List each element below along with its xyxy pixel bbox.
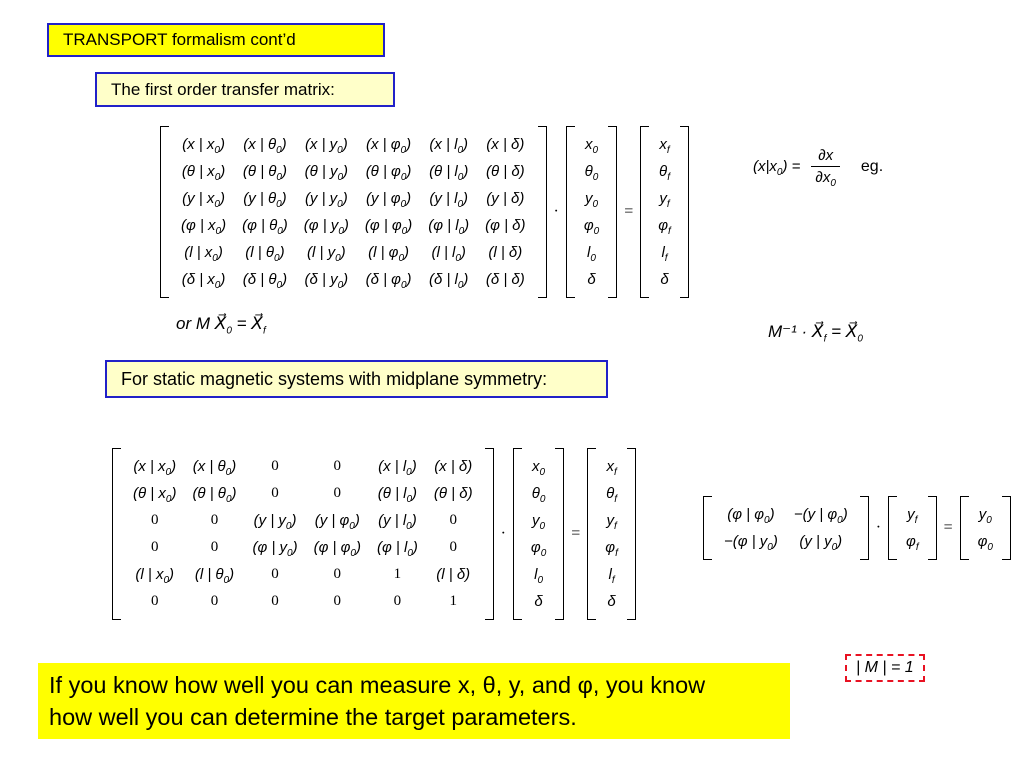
matrix-cell: 0 [333,458,342,474]
conclusion-line-2: how well you can determine the target parameters. [49,704,577,730]
matrix-cell: (y | $l_0$) [378,512,417,532]
equals-sign: = [624,203,634,220]
matrix-cell: (x | $l_0$) [378,458,417,478]
example-derivative-equation [753,147,884,189]
dot-operator: · [553,203,559,220]
matrix-cell: (l | δ) [488,244,523,261]
matrix-cell: (φ | $\varphi_0$) [727,506,775,526]
initial-subvector [960,496,1011,560]
matrix-cell: (y | $\varphi_0$) [314,512,360,532]
matrix-cell: 0 [150,539,159,555]
matrix-cell: $\varphi_0$ [583,217,600,237]
dot-operator: · [875,519,882,536]
matrix-cell: (x | δ) [486,136,525,153]
matrix-cell: (φ | $x_0$) [181,217,227,237]
matrix-cell: δ [660,271,669,288]
matrix-cell: (x | $y_0$) [304,136,348,156]
matrix-cell: (y | $l_0$) [429,190,468,210]
conclusion-line-1: If you know how well you can measure x, θ, y, and φ, you know [49,672,706,698]
matrix-cell: $\theta_f$ [659,163,670,183]
matrix-cell: 0 [333,485,342,501]
matrix-cell: δ [607,593,616,610]
matrix-cell: (l | δ) [436,566,471,583]
matrix-cell: 1 [393,566,402,582]
matrix-cell: (θ | $\varphi_0$) [365,163,412,183]
matrix-cell: $\varphi_f$ [906,533,919,553]
matrix-cell: (φ | $\theta_0$) [242,217,288,237]
matrix-cell: (δ | δ) [485,271,525,288]
matrix-cell: $x_f$ [659,136,670,156]
matrix-cell: $y_0$ [584,190,599,210]
matrix-shorthand-equation: or M $X⃗_0$ = $X⃗_f$ [176,314,266,337]
determinant-box [845,654,925,682]
matrix-cell: 0 [449,512,457,528]
final-subvector [888,496,937,560]
midplane-matrix [112,448,494,620]
matrix-cell: (δ | $l_0$) [428,271,469,291]
matrix-cell: (φ | δ) [485,217,526,234]
matrix-cell: (φ | $\varphi_0$) [364,217,413,237]
matrix-cell: (y | δ) [486,190,525,207]
final-vector [640,126,689,298]
matrix-cell: 0 [150,593,159,609]
midplane-symmetry-label: For static magnetic systems with midplane symmetry: [121,368,548,389]
matrix-cell: (x | $l_0$) [429,136,468,156]
matrix-cell: (θ | $y_0$) [304,163,349,183]
matrix-cell: 1 [449,593,457,609]
matrix-cell: 0 [393,593,402,609]
derivative-lhs: $(x|x_0)$ = [753,158,801,178]
derivative-fraction [811,147,839,189]
matrix-cell: −(φ | $y_0$) [724,533,778,553]
matrix-cell: (x | $x_0$) [133,458,177,478]
matrix-cell: (l | $\theta_0$) [245,244,285,264]
y-phi-submatrix-equation [703,496,1011,560]
matrix-cell: (θ | δ) [485,163,525,180]
fraction-denominator: $\partial x_0$ [811,166,839,186]
equals-sign: = [943,519,953,536]
matrix-cell: (θ | $l_0$) [377,485,418,505]
matrix-cell: $l_f$ [661,244,668,264]
matrix-cell: 0 [449,539,457,555]
matrix-cell: 0 [333,566,342,582]
matrix-cell: (x | δ) [434,458,473,475]
matrix-cell: (φ | $l_0$) [376,539,418,559]
matrix-cell: $y_0$ [978,506,992,526]
matrix-cell: $x_f$ [606,458,617,478]
matrix-cell: (l | $y_0$) [307,244,346,264]
matrix-cell: 0 [150,512,159,528]
y-phi-submatrix [703,496,869,560]
matrix-cell: (y | $y_0$) [304,190,348,210]
conclusion-highlight [38,663,790,739]
matrix-cell: (x | $\varphi_0$) [366,136,412,156]
fraction-numerator: ∂x [818,147,834,164]
matrix-cell: (l | $\theta_0$) [194,566,235,586]
matrix-cell: (l | $x_0$) [184,244,223,264]
matrix-cell: −(y | $\varphi_0$) [793,506,848,526]
matrix-cell: (θ | $\theta_0$) [242,163,287,183]
initial-vector [566,126,617,298]
matrix-cell: $\varphi_0$ [977,533,993,553]
transfer-matrix-label-box [95,72,395,107]
matrix-cell: (δ | $\varphi_0$) [365,271,412,291]
matrix-cell: $y_f$ [659,190,670,210]
matrix-cell: $l_f$ [608,566,615,586]
matrix-cell: (δ | $\theta_0$) [242,271,288,291]
matrix-cell: $x_0$ [532,458,546,478]
transfer-matrix [160,126,547,298]
first-order-matrix-equation [160,126,689,298]
matrix-cell: (y | $\varphi_0$) [366,190,412,210]
matrix-cell: (l | $x_0$) [135,566,175,586]
equals-sign: = [571,525,581,542]
matrix-cell: $y_0$ [532,512,546,532]
matrix-cell: (θ | $\theta_0$) [192,485,237,505]
matrix-cell: 0 [271,566,279,582]
matrix-cell: (φ | $\varphi_0$) [313,539,361,559]
matrix-cell: (x | $\theta_0$) [243,136,287,156]
matrix-cell: (φ | $y_0$) [303,217,349,237]
matrix-cell: $x_0$ [584,136,599,156]
final-vector [587,448,636,620]
slide-title-box [47,23,385,57]
matrix-cell: (θ | δ) [433,485,473,502]
transfer-matrix-label: The first order transfer matrix: [111,79,335,99]
matrix-cell: (δ | $y_0$) [304,271,349,291]
matrix-cell: (l | $\varphi_0$) [368,244,410,264]
dot-operator: · [500,525,506,542]
matrix-cell: 0 [333,593,342,609]
matrix-cell: (l | $l_0$) [431,244,466,264]
matrix-cell: (y | $\theta_0$) [243,190,287,210]
matrix-cell: $l_0$ [587,244,596,264]
matrix-cell: (φ | $y_0$) [252,539,298,559]
matrix-cell: $\theta_f$ [606,485,618,505]
matrix-cell: 0 [271,458,279,474]
matrix-cell: δ [534,593,543,610]
matrix-cell: (x | $x_0$) [182,136,225,156]
matrix-cell: 0 [210,593,219,609]
matrix-cell: 0 [210,512,219,528]
matrix-cell: 0 [271,593,279,609]
matrix-cell: $\theta_0$ [531,485,546,505]
initial-vector [513,448,564,620]
matrix-cell: (x | $\theta_0$) [192,458,237,478]
matrix-cell: 0 [210,539,219,555]
matrix-cell: $\theta_0$ [584,163,599,183]
slide-title: TRANSPORT formalism cont’d [63,30,296,49]
matrix-cell: (θ | $x_0$) [133,485,177,505]
inverse-matrix-equation: $M^{-1} \cdot X⃗_f$ = $X⃗_0$ [768,322,863,345]
matrix-cell: (y | $y_0$) [253,512,297,532]
matrix-cell: $\varphi_0$ [530,539,547,559]
matrix-cell: (δ | $x_0$) [181,271,226,291]
midplane-symmetry-label-box [105,360,608,398]
matrix-cell: $y_f$ [606,512,617,532]
matrix-cell: (θ | $l_0$) [429,163,469,183]
matrix-cell: 0 [271,485,279,501]
matrix-cell: $l_0$ [534,566,544,586]
example-suffix: eg. [860,157,884,175]
matrix-cell: (y | $x_0$) [182,190,225,210]
midplane-matrix-equation [112,448,636,620]
matrix-cell: (φ | $l_0$) [428,217,470,237]
matrix-cell: $\varphi_f$ [658,217,671,237]
matrix-cell: $y_f$ [907,506,918,526]
matrix-cell: (θ | $x_0$) [181,163,226,183]
matrix-cell: δ [587,271,596,288]
matrix-cell: (y | $y_0$) [799,533,843,553]
matrix-cell: $\varphi_f$ [605,539,618,559]
determinant-equation: | M | = 1 [856,659,914,676]
